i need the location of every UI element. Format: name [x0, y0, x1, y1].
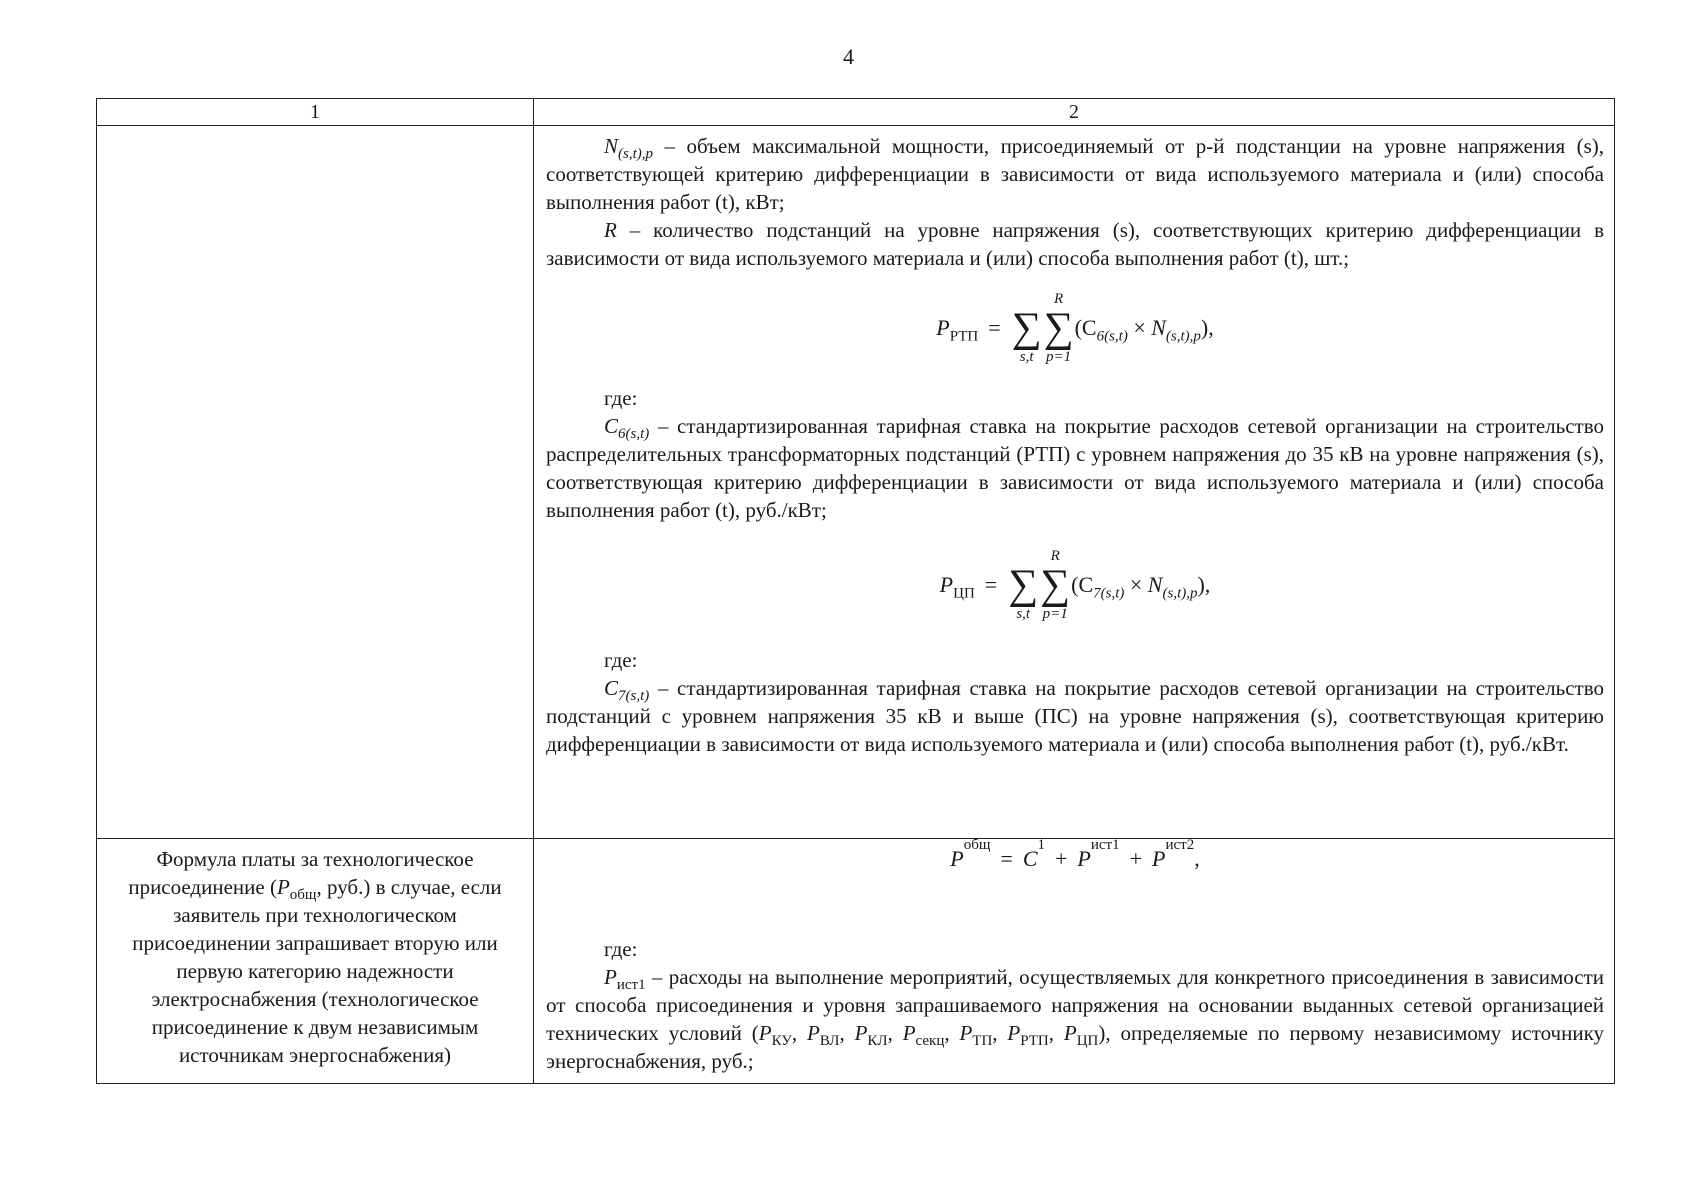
cost-component: $P_{РТП}$,	[1007, 1021, 1064, 1050]
where-label-3: где:	[604, 937, 638, 961]
c7-symbol: C	[604, 676, 619, 700]
cost-component: $P_{секц}$,	[902, 1021, 960, 1050]
formula-rtp-equals: =	[988, 315, 1001, 340]
r-definition-text: – количество подстанций на уровне напряжения (s), соответствующих критерию дифференциации в зависимости от вида используемого материала и (или) способа выполнения работ (t), шт.;	[546, 218, 1604, 270]
n-subscript: (s,t),p	[618, 146, 654, 163]
r-symbol: R	[604, 218, 617, 242]
p-ist1-symbol: P	[604, 965, 617, 989]
formula-cp-lhs: $P_{ЦП}$	[939, 572, 975, 602]
sum-sign-p: R ∑ p=1	[1043, 291, 1074, 365]
p-ist1-subscript: ист1	[616, 977, 646, 994]
table-row	[97, 839, 1615, 1084]
formula-rtp	[546, 272, 1604, 384]
row2-right-cell	[534, 839, 1615, 1084]
column-number-2: 2	[534, 99, 1615, 126]
where-label-2: где:	[604, 648, 638, 672]
row2-left-cell	[97, 839, 534, 1084]
c7-definition	[546, 674, 1604, 758]
cost-component: $P_{ВЛ}$,	[807, 1021, 855, 1050]
cost-component: $P_{КУ}$,	[758, 1021, 808, 1050]
content-table	[96, 98, 1615, 1084]
table-header-row	[97, 99, 1615, 126]
formula-rtp-lhs: $P_{РТП}$	[936, 315, 979, 345]
c6-definition-text: – стандартизированная тарифная ставка на покрытие расходов сетевой организации на строительство распределительных трансформаторных подстанций (РТП) с уровнем напряжения до 35 кВ на уровне напряжения (s), соответствующая критерию дифференциации в зависимости от вида используемого материала и (или) способа выполнения работ (t), руб./кВт;	[546, 414, 1604, 522]
page-number: 4	[843, 44, 854, 69]
n-definition-text: – объем максимальной мощности, присоединяемый от p-й подстанции на уровне напряжения (s), соответствующей критерию дифференциации в зависимости от вида используемого материала и (или) способа выполнения работ (t), кВт;	[546, 134, 1604, 214]
formula-cp-term: $(C_{7(s,t)} \times N_{(s,t),p})$,	[1071, 572, 1211, 602]
n-definition	[546, 132, 1604, 216]
c6-definition	[546, 412, 1604, 524]
p-ist1-definition	[546, 963, 1604, 1075]
formula-cp	[546, 524, 1604, 646]
total-fee-description: Формула платы за технологическое присоединение ($P_{общ}$, руб.) в случае, если заявитель при технологическом присоединении запрашивает вторую или первую категорию надежности электроснабжения (технологическое присоединение к двум независимым источникам энергоснабжения)	[128, 847, 502, 1067]
c7-subscript: 7(s,t)	[618, 688, 650, 705]
c6-symbol: C	[604, 414, 619, 438]
sum-sign-st: ∑ s,t	[1008, 562, 1039, 622]
cost-component: $P_{ТП}$,	[959, 1021, 1008, 1050]
c6-subscript: 6(s,t)	[618, 426, 650, 443]
cost-components-list	[758, 1021, 1099, 1050]
cost-component: $P_{ЦП}$	[1063, 1021, 1099, 1050]
p-ist1-text-post: ), определяемые по первому независимому источнику энергоснабжения, руб.;	[546, 1021, 1605, 1073]
cost-component: $P_{КЛ}$,	[854, 1021, 903, 1050]
table-row	[97, 126, 1615, 839]
formula-rtp-term: $(C_{6(s,t)} \times N_{(s,t),p})$,	[1074, 315, 1214, 345]
formula-cp-equals: =	[984, 572, 998, 597]
n-symbol: N	[604, 134, 619, 158]
p-ist1-text-pre: – расходы на выполнение мероприятий, осуществляемых для конкретного присоединения в зависимости от способа присоединения и уровня запрашиваемого напряжения на основании выданных сетевой организацией технических условий (	[546, 965, 1604, 1045]
sum-sign-p: R ∑ p=1	[1040, 548, 1071, 622]
where-label-1: где:	[604, 386, 638, 410]
row1-left-cell	[97, 126, 534, 839]
c7-definition-text: – стандартизированная тарифная ставка на покрытие расходов сетевой организации на строительство подстанций с уровнем напряжения 35 кВ и выше (ПС) на уровне напряжения (s), соответствующая критерию дифференциации в зависимости от вида используемого материала и (или) способа выполнения работ (t), руб./кВт.	[546, 676, 1604, 756]
column-number-1: 1	[97, 99, 534, 126]
row1-right-cell	[534, 126, 1615, 839]
sum-sign-st: ∑ s,t	[1011, 305, 1042, 365]
r-definition	[546, 216, 1604, 272]
formula-total: P общ = C 1 + P ист1 + P ист2 ,	[950, 837, 1200, 871]
